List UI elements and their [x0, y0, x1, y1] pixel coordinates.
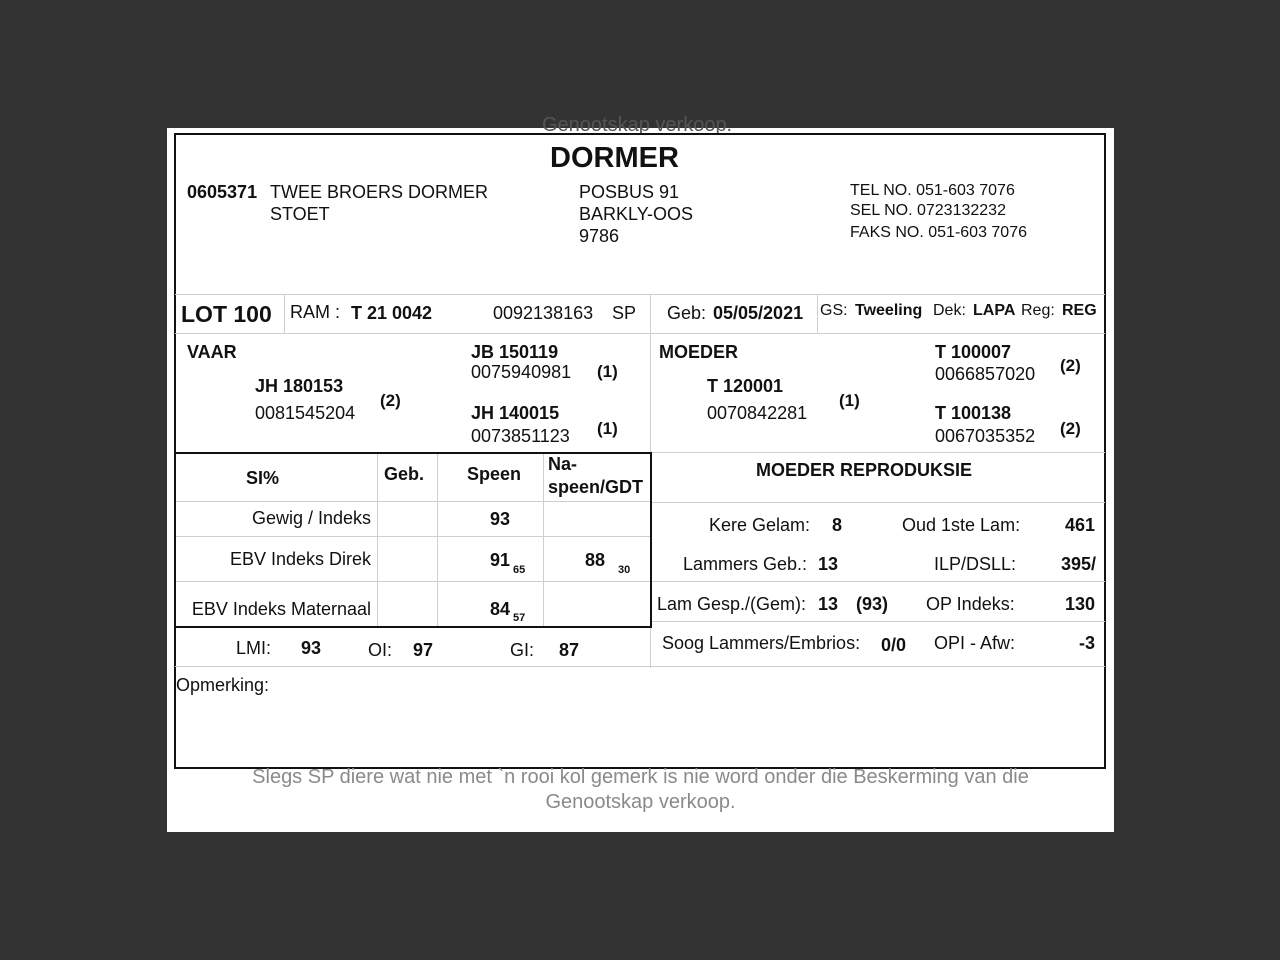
- ilp-value: 395/: [1060, 554, 1096, 574]
- lambings-value: 8: [832, 515, 843, 535]
- ilp-label: ILP/DSLL:: [934, 554, 1017, 574]
- grade: SP: [612, 303, 637, 323]
- dam-dam-id: T 100138: [935, 403, 1012, 423]
- speen-subscript: 65: [513, 564, 526, 576]
- birth-label: Geb:: [667, 303, 707, 323]
- sire-dam-id: JH 140015: [471, 403, 560, 423]
- speen-value: 93: [490, 509, 511, 529]
- footer-line2: Genootskap verkoop.: [545, 791, 736, 813]
- breed-title: DORMER: [550, 142, 679, 174]
- ram-id: T 21 0042: [351, 303, 433, 323]
- speen-subscript: 57: [513, 612, 526, 624]
- divider: [650, 452, 1105, 453]
- lambings-label: Kere Gelam:: [709, 515, 811, 535]
- dek-label: Dek:: [933, 302, 966, 319]
- lambs-weaned-value: 13: [818, 594, 839, 614]
- lambs-weaned-avg: (93): [856, 594, 889, 614]
- divider: [650, 621, 1105, 622]
- address-line2: BARKLY-OOS: [579, 204, 694, 224]
- divider: [284, 294, 285, 334]
- breeder-name-line1: TWEE BROERS DORMER: [270, 182, 489, 202]
- row-label: Gewig / Indeks: [251, 508, 371, 528]
- sire-label: VAAR: [187, 342, 237, 362]
- ram-label: RAM :: [290, 302, 341, 322]
- dam-label: MOEDER: [659, 342, 739, 362]
- address-line1: POSBUS 91: [579, 182, 680, 202]
- divider: [175, 333, 1105, 334]
- row-label: EBV Indeks Direk: [229, 549, 371, 569]
- opi-deviation-label: OPI - Afw:: [934, 633, 1016, 653]
- naspeen-header-line2: speen/GDT: [548, 477, 644, 497]
- breeder-name-line2: STOET: [270, 204, 330, 224]
- sire-dam-number: 0073851123: [471, 426, 570, 446]
- lmi-value: 93: [301, 638, 322, 658]
- dam-number: 0070842281: [707, 403, 808, 423]
- dam-grade: (1): [839, 391, 860, 410]
- remark-label: Opmerking:: [176, 675, 270, 695]
- dam-id: T 120001: [707, 376, 784, 396]
- sire-sire-number: 0075940981: [471, 362, 572, 382]
- birth-date: 05/05/2021: [713, 303, 804, 323]
- divider: [817, 294, 818, 334]
- sire-dam-grade: (1): [597, 419, 618, 438]
- sire-id: JH 180153: [255, 376, 344, 396]
- naspeen-subscript: 30: [618, 564, 631, 576]
- lambs-born-label: Lammers Geb.:: [683, 554, 808, 574]
- address-line3: 9786: [579, 226, 620, 246]
- naspeen-value: 88: [585, 550, 606, 570]
- top-cut-text: Genootskap verkoop.: [542, 114, 733, 136]
- op-index-label: OP Indeks:: [926, 594, 1015, 614]
- lambs-weaned-label: Lam Gesp./(Gem):: [657, 594, 807, 614]
- divider: [175, 294, 1105, 295]
- si-header: SI%: [246, 468, 280, 488]
- dam-sire-number: 0066857020: [935, 364, 1036, 384]
- oi-value: 97: [413, 640, 434, 660]
- sire-sire-grade: (1): [597, 362, 618, 381]
- divider: [650, 581, 1105, 582]
- oi-label: OI:: [368, 640, 393, 660]
- op-index-value: 130: [1064, 594, 1095, 614]
- sel-number: SEL NO. 0723132232: [850, 202, 1006, 219]
- faks-number: FAKS NO. 051-603 7076: [850, 224, 1027, 241]
- dek-value: LAPA: [973, 302, 1016, 319]
- reproduction-title: MOEDER REPRODUKSIE: [756, 460, 973, 480]
- first-lamb-age-label: Oud 1ste Lam:: [902, 515, 1021, 535]
- divider: [377, 454, 378, 626]
- row-label: EBV Indeks Maternaal: [191, 599, 371, 619]
- opi-deviation-value: -3: [1078, 633, 1095, 653]
- dam-dam-grade: (2): [1060, 419, 1081, 438]
- sire-number: 0081545204: [255, 403, 356, 423]
- gs-value: Tweeling: [855, 302, 923, 319]
- divider: [543, 454, 544, 626]
- dam-dam-number: 0067035352: [935, 426, 1036, 446]
- divider: [175, 666, 1105, 667]
- breeder-number: 0605371: [187, 182, 258, 202]
- speen-header: Speen: [467, 464, 522, 484]
- dam-sire-id: T 100007: [935, 342, 1012, 362]
- lot-card: [167, 114, 1114, 832]
- gi-label: GI:: [510, 640, 535, 660]
- suckling-label: Soog Lammers/Embrios:: [662, 633, 861, 653]
- suckling-value: 0/0: [881, 635, 907, 655]
- divider: [176, 581, 650, 582]
- tel-number: TEL NO. 051-603 7076: [850, 182, 1015, 199]
- geb-header: Geb.: [384, 464, 425, 484]
- reg-value: REG: [1062, 302, 1097, 319]
- gi-value: 87: [559, 640, 580, 660]
- speen-value: 84: [490, 599, 511, 619]
- divider: [650, 502, 1105, 503]
- divider: [176, 501, 650, 502]
- reg-label: Reg:: [1021, 302, 1055, 319]
- registration-number: 0092138163: [493, 303, 594, 323]
- lmi-label: LMI:: [236, 638, 272, 658]
- sire-sire-id: JB 150119: [471, 342, 559, 362]
- footer-line1: Slegs SP diere wat nie met `n rooi kol gemerk is nie word onder die Beskerming van die: [252, 766, 1029, 788]
- first-lamb-age-value: 461: [1064, 515, 1095, 535]
- speen-value: 91: [490, 550, 511, 570]
- naspeen-header-line1: Na-: [548, 454, 578, 474]
- lot-number: LOT 100: [181, 301, 272, 327]
- divider: [437, 454, 438, 626]
- lambs-born-value: 13: [818, 554, 839, 574]
- sire-grade: (2): [380, 391, 401, 410]
- gs-label: GS:: [820, 302, 848, 319]
- dam-sire-grade: (2): [1060, 356, 1081, 375]
- divider: [176, 536, 650, 537]
